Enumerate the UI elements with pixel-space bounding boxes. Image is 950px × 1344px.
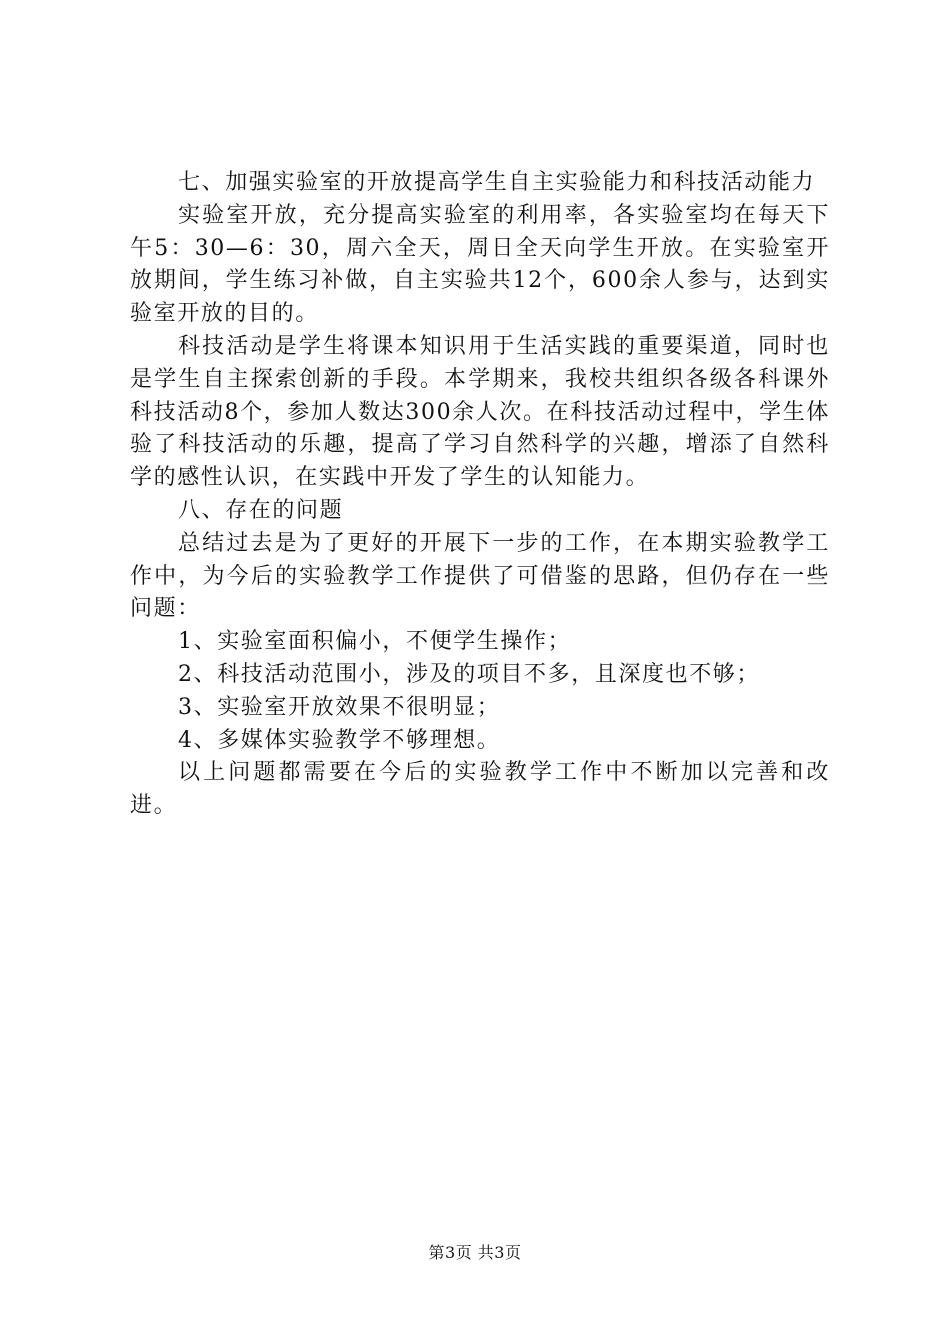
document-body	[130, 167, 830, 823]
section-heading-eight: 八、存在的问题	[178, 497, 344, 523]
page-number-footer: 第3页 共3页	[428, 1243, 522, 1262]
list-item-problem-2: 2、科技活动范围小，涉及的项目不多，且深度也不够；	[178, 661, 760, 687]
section-heading-seven: 七、加强实验室的开放提高学生自主实验能力和科技活动能力	[178, 170, 816, 195]
list-item-problem-4: 4、多媒体实验教学不够理想。	[178, 727, 501, 753]
paragraph-science-activities: 科技活动是学生将课本知识用于生活实践的重要渠道，同时也是学生自主探索创新的手段。本学期来，我校共组织各级各科课外科技活动8个，参加人数达300余人次。在科技活动过程中，学生体验了科技活动的乐趣，提高了学习自然科学的兴趣，增添了自然科学的感性认识，在实践中开发了学生的认知能力。	[130, 333, 830, 491]
paragraph-conclusion: 以上问题都需要在今后的实验教学工作中不断加以完善和改进。	[130, 760, 830, 819]
paragraph-summary: 总结过去是为了更好的开展下一步的工作，在本期实验教学工作中，为今后的实验教学工作提供了可借鉴的思路，但仍存在一些问题：	[130, 530, 830, 622]
list-item-problem-3: 3、实验室开放效果不很明显；	[178, 694, 501, 720]
paragraph-lab-opening: 实验室开放，充分提高实验室的利用率，各实验室均在每天下午5：30—6：30，周六全天，周日全天向学生开放。在实验室开放期间，学生练习补做，自主实验共12个，600余人参与，达到实验室开放的目的。	[130, 202, 830, 327]
list-item-problem-1: 1、实验室面积偏小，不便学生操作；	[178, 629, 572, 655]
